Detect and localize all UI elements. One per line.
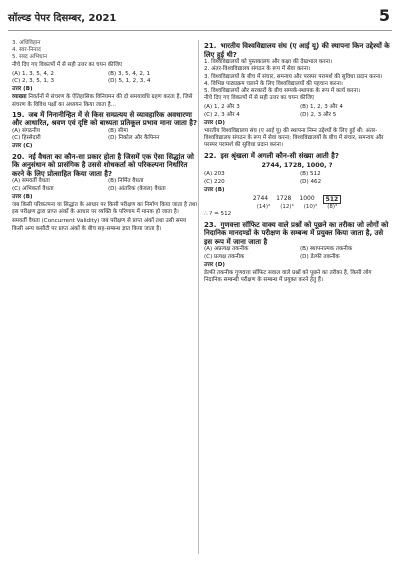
- option: (D) 5, 1, 2, 3, 4: [108, 78, 151, 85]
- header-title: सॉल्व्ड पेपर दिसम्बर, 2021: [8, 13, 117, 24]
- list-item: 5. विश्वविद्यालयों और सरकारों के बीच सम्पर्क-स्थापक के रूप में कार्य करना।: [204, 88, 361, 94]
- question-number: 19.: [12, 110, 25, 119]
- option: (B) 512: [300, 171, 321, 178]
- question-20: [12, 153, 198, 179]
- question-text: नई वैधता का कौन-सा प्रकार होता है जिसमें एक ऐसा सिद्धांत जो कि अनुसंधान को प्रासंगिक है उससे शोधकर्ता को परिकल्पना निर्धारित करने के लिए प्रोत्साहित किया जाता है?: [12, 152, 194, 178]
- option: (A) संगठनीय: [12, 128, 40, 135]
- option: (D) 2, 3 और 5: [300, 111, 337, 118]
- cube-labels: [204, 204, 390, 211]
- option: (B) स्थापनात्मक तकनीक: [300, 246, 353, 253]
- option: (B) निर्मित वैधता: [108, 178, 144, 185]
- answer: उत्तर (B): [12, 193, 33, 200]
- option: (A) 203: [204, 171, 225, 178]
- question-23: [204, 221, 390, 247]
- answer: उत्तर (B): [12, 86, 33, 93]
- cube-label: (10)³: [303, 204, 318, 211]
- list-item: 4. स्वर-निनाद: [12, 47, 41, 54]
- question-intro: नीचे दिए गए विकल्पों में से सही उत्तर का चयन कीजिए: [12, 61, 123, 68]
- question-number: 20.: [12, 152, 25, 161]
- question-intro: नीचे दिए गए विकल्पों में से सही उत्तर का चयन कीजिए: [204, 95, 315, 102]
- sequence-value: 1000: [299, 195, 315, 203]
- options: [12, 128, 198, 142]
- options: [12, 178, 198, 192]
- left-column: [12, 40, 198, 235]
- list-item: 1. विश्वविद्यालयों को पुस्तकालय और कक्षा की देखभाल करना।: [204, 59, 333, 66]
- option: (B) 1, 2, 3 और 4: [300, 104, 343, 111]
- option: (D) आंतरिक (केवल) वैधता: [108, 185, 166, 192]
- question-text: भारतीय विश्वविद्यालय संघ (ए आई यू) की स्थापना किन उद्देश्यों के लिए हुई थी?: [204, 42, 390, 59]
- list-item: 4. विभिन्न पाठ्यक्रम चलाने के लिए विश्वविद्यालयों की पहचान करना।: [204, 80, 343, 87]
- options: [204, 171, 390, 185]
- sequence-value: 2744: [252, 195, 269, 203]
- option: (C) हिस्सेदारी: [12, 135, 41, 142]
- sequence-answer: 512: [323, 195, 342, 204]
- option: (C) 2, 3 और 4: [204, 111, 240, 118]
- question-text: इस श्रृंखला में अगली कौन-सी संख्या आती है?: [220, 151, 339, 160]
- column-divider: [198, 40, 199, 554]
- answer: उत्तर (D): [204, 119, 225, 126]
- question-number: 23.: [204, 220, 217, 229]
- cube-label: (14)³: [256, 204, 271, 211]
- option: (C) प्रत्यक्ष तकनीक: [204, 253, 245, 260]
- cube-label: (8)³: [327, 204, 338, 211]
- option: (A) अप्रत्यक्ष तकनीक: [204, 246, 249, 253]
- question-22: [204, 152, 390, 161]
- option: (D) डेल्फी तकनीक: [300, 253, 340, 260]
- explanation-text: निवर्तनों में संचरण के ऐतिहासिक विनियमन की दो समयावधि ग्रहण करता है, जिसे संचरण के विविध पक्षों का अध्ययन किया जाता है...: [12, 94, 193, 108]
- answer: उत्तर (D): [204, 261, 225, 268]
- page-header: [8, 8, 392, 31]
- sequence: [204, 195, 390, 204]
- options: [204, 246, 390, 260]
- explanation-text: जब किसी परिकल्पना या सिद्धांत के आधार पर किसी परीक्षण का निर्माण किया जाता है तथा इस परीक्षण द्वारा प्राप्त अंकों के आधार पर व्यक्ति के परिणाम में मानक हो जाता है।: [12, 202, 197, 216]
- question-text: गुणवत्ता सॉफिट वाक्य वाले प्रश्नों को पूछने का तरीका जो लोगों को निदानिक मानदण्डों के परीक्षण के सम्बन्ध में प्रयुक्त किया जाता है, उसे इस रूप में जाना जाता है: [204, 220, 389, 246]
- question-number: 21.: [204, 42, 217, 50]
- question-text: जब में निनानीन्हित में से किस सम्प्रत्यय से व्यावहारिक अवधारणा और आधारित, श्रवण एवं दृष्टि को बाध्यता प्रतिकूल प्रभाव माना जाता है?: [12, 110, 198, 128]
- option: (A) 1, 3, 5, 4, 2: [12, 70, 54, 77]
- cube-label: (12)³: [280, 204, 294, 211]
- right-column: [204, 40, 390, 286]
- number-series: 2744, 1728, 1000, ?: [261, 161, 333, 170]
- answer: उत्तर (B): [204, 186, 225, 193]
- option: (A) समवर्ती वैधता: [12, 178, 50, 185]
- question-number: 22.: [204, 151, 217, 160]
- result: ∴ ? = 512: [204, 211, 232, 218]
- list-item: 3. विश्वविद्यालयों के बीच में संचार, समन्वय और परस्पर परामर्श की सुविधा प्रदान करना।: [204, 73, 383, 80]
- explanation-text: भारतीय विश्वविद्यालय संघ (ए आई यू) की स्थापना निम्न उद्देश्यों के लिए हुई थी: अंतर-विश्वविद्यालय संगठन के रूप में सेवा करना; विश्वविद्यालयों के बीच में संचार, समन्वय और परस्पर परामर्श की सुविधा प्रदान करना।: [204, 128, 384, 149]
- explanation-text: समवर्ती वैधता (Concurrent Validity) जब परीक्षण से प्राप्त अंकों तथा उसी समय किसी अन्य कसौटी पर प्राप्त अंकों के बीच सह-सम्बन्ध ज्ञात किया जाता है।: [12, 218, 187, 232]
- explanation-text: डेल्फी तकनीक गुणवत्ता सॉफिट सवाल वाले प्रश्नों को पूछने का तरीका है, किसी लोग निदानिक सम्बन्धी परीक्षण के सम्बन्ध में प्रयुक्त करने हेतु हैं।: [204, 270, 372, 284]
- question-19: [12, 111, 198, 128]
- sequence-value: 1728: [276, 195, 292, 203]
- option: (D) 462: [300, 178, 322, 185]
- page-number: 5: [378, 6, 390, 25]
- option: (B) सीमा: [108, 128, 129, 135]
- list-item: 5. सब्द अभिधान: [12, 54, 48, 61]
- answer: उत्तर (C): [12, 143, 33, 150]
- option: (A) 1, 2 और 3: [204, 104, 240, 111]
- option: (C) 220: [204, 178, 225, 185]
- option: (D) निकोल और कैपिनन: [108, 135, 160, 142]
- list-item: 3. अधिविहान: [12, 40, 41, 46]
- option: (C) 2, 3, 5, 1, 3: [12, 78, 55, 85]
- question-21: [204, 42, 390, 59]
- options: [204, 104, 390, 118]
- explanation-heading: व्याख्या: [12, 94, 27, 101]
- option: (C) अभिकर्ता वैधता: [12, 185, 54, 192]
- options: [12, 71, 198, 85]
- option: (B) 3, 5, 4, 2, 1: [108, 70, 150, 77]
- list-item: 2. अंतर-विश्वविद्यालय संगठन के रूप में सेवा करना।: [204, 66, 311, 73]
